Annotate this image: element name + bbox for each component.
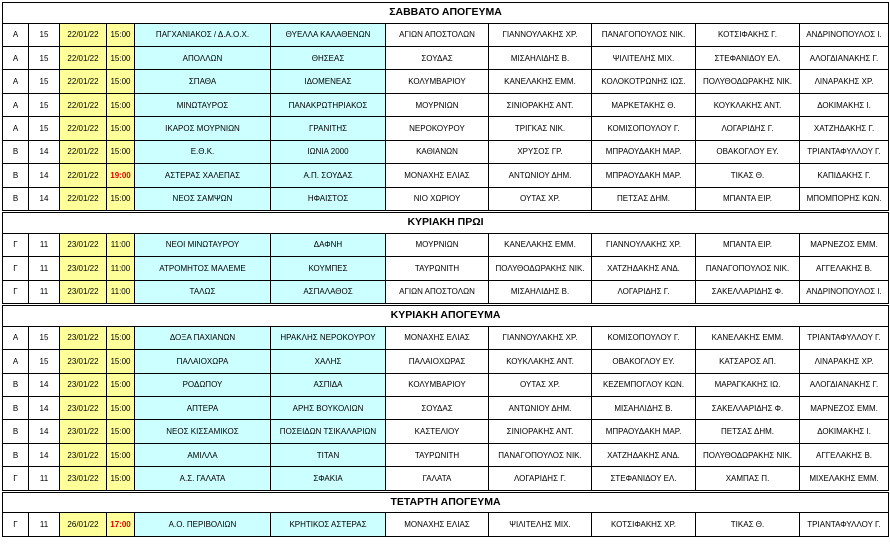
- time-cell: 17:00: [107, 513, 135, 536]
- match-row: [3, 187, 889, 210]
- match-row: [3, 70, 889, 93]
- match-row: [3, 373, 889, 396]
- category-cell: Α: [3, 23, 29, 46]
- category-cell: Α: [3, 350, 29, 373]
- away-team-cell: ΑΡΗΣ ΒΟΥΚΟΛΙΩΝ: [271, 397, 386, 420]
- assistant-2-cell: ΠΟΛΥΘΟΔΩΡΑΚΗΣ ΝΙΚ.: [696, 443, 800, 466]
- home-team-cell: ΡΟΔΩΠΟΥ: [135, 373, 271, 396]
- time-cell: 15:00: [107, 467, 135, 490]
- observer-cell: ΛΙΝΑΡΑΚΗΣ ΧΡ.: [800, 70, 889, 93]
- round-cell: 14: [29, 443, 60, 466]
- section-header: [3, 213, 889, 234]
- date-cell: 23/01/22: [60, 420, 107, 443]
- observer-cell: ΤΡΙΑΝΤΑΦΥΛΛΟΥ Γ.: [800, 140, 889, 163]
- observer-cell: ΔΟΚΙΜΑΚΗΣ Ι.: [800, 420, 889, 443]
- assistant-2-cell: ΧΑΜΠΑΣ Π.: [696, 467, 800, 490]
- away-team-cell: ΑΣΠΙΔΑ: [271, 373, 386, 396]
- round-cell: 15: [29, 326, 60, 349]
- assistant-1-cell: ΚΟΜΙΣΟΠΟΥΛΟΥ Γ.: [592, 326, 696, 349]
- away-team-cell: ΑΣΠΑΛΑΘΟΣ: [271, 280, 386, 303]
- round-cell: 15: [29, 23, 60, 46]
- assistant-2-cell: ΠΟΛΥΘΟΔΩΡΑΚΗΣ ΝΙΚ.: [696, 70, 800, 93]
- match-row: [3, 164, 889, 187]
- venue-cell: ΜΟΝΑΧΗΣ ΕΛΙΑΣ: [386, 164, 489, 187]
- home-team-cell: ΑΠΟΛΛΩΝ: [135, 46, 271, 69]
- match-row: [3, 280, 889, 303]
- date-cell: 23/01/22: [60, 233, 107, 256]
- venue-cell: ΚΑΣΤΕΛΙΟΥ: [386, 420, 489, 443]
- date-cell: 22/01/22: [60, 140, 107, 163]
- home-team-cell: ΝΕΟΙ ΜΙΝΩΤΑΥΡΟΥ: [135, 233, 271, 256]
- observer-cell: ΑΛΟΓΔΙΑΝΑΚΗΣ Γ.: [800, 373, 889, 396]
- home-team-cell: ΣΠΑΘΑ: [135, 70, 271, 93]
- home-team-cell: ΙΚΑΡΟΣ ΜΟΥΡΝΙΩΝ: [135, 117, 271, 140]
- time-cell: 15:00: [107, 326, 135, 349]
- time-cell: 15:00: [107, 187, 135, 210]
- round-cell: 14: [29, 164, 60, 187]
- observer-cell: ΑΛΟΓΔΙΑΝΑΚΗΣ Γ.: [800, 46, 889, 69]
- match-row: [3, 117, 889, 140]
- home-team-cell: Α.Σ. ΓΑΛΑΤΑ: [135, 467, 271, 490]
- assistant-2-cell: ΤΙΚΑΣ Θ.: [696, 164, 800, 187]
- category-cell: Γ: [3, 513, 29, 536]
- venue-cell: ΤΑΥΡΩΝΙΤΗ: [386, 443, 489, 466]
- match-row: [3, 93, 889, 116]
- category-cell: Β: [3, 397, 29, 420]
- category-cell: Γ: [3, 467, 29, 490]
- time-cell: 15:00: [107, 70, 135, 93]
- round-cell: 14: [29, 187, 60, 210]
- venue-cell: ΓΑΛΑΤΑ: [386, 467, 489, 490]
- match-row: [3, 326, 889, 349]
- round-cell: 14: [29, 420, 60, 443]
- venue-cell: ΣΟΥΔΑΣ: [386, 397, 489, 420]
- time-cell: 11:00: [107, 257, 135, 280]
- away-team-cell: ΚΟΥΜΠΕΣ: [271, 257, 386, 280]
- date-cell: 22/01/22: [60, 187, 107, 210]
- away-team-cell: ΔΑΦΝΗ: [271, 233, 386, 256]
- section-title: ΚΥΡΙΑΚΗ ΠΡΩΙ: [3, 213, 889, 234]
- category-cell: Β: [3, 420, 29, 443]
- away-team-cell: ΙΩΝΙΑ 2000: [271, 140, 386, 163]
- venue-cell: ΚΟΛΥΜΒΑΡΙΟΥ: [386, 70, 489, 93]
- category-cell: Α: [3, 93, 29, 116]
- schedule-table: [2, 2, 889, 537]
- date-cell: 23/01/22: [60, 397, 107, 420]
- category-cell: Α: [3, 326, 29, 349]
- venue-cell: ΑΓΙΩΝ ΑΠΟΣΤΟΛΩΝ: [386, 23, 489, 46]
- match-row: [3, 420, 889, 443]
- home-team-cell: ΔΟΞΑ ΠΑΧΙΑΝΩΝ: [135, 326, 271, 349]
- assistant-2-cell: ΟΒΑΚΟΓΛΟΥ ΕΥ.: [696, 140, 800, 163]
- referee-cell: ΣΙΝΙΟΡΑΚΗΣ ΑΝΤ.: [489, 420, 592, 443]
- match-row: [3, 233, 889, 256]
- assistant-1-cell: ΨΙΛΙΤΕΛΗΣ ΜΙΧ.: [592, 46, 696, 69]
- assistant-2-cell: ΤΙΚΑΣ Θ.: [696, 513, 800, 536]
- referee-cell: ΟΥΤΑΣ ΧΡ.: [489, 373, 592, 396]
- venue-cell: ΚΟΛΥΜΒΑΡΙΟΥ: [386, 373, 489, 396]
- date-cell: 23/01/22: [60, 350, 107, 373]
- time-cell: 15:00: [107, 93, 135, 116]
- time-cell: 15:00: [107, 46, 135, 69]
- referee-cell: ΜΙΣΑΗΛΙΔΗΣ Β.: [489, 46, 592, 69]
- home-team-cell: ΝΕΟΣ ΣΑΜΨΩΝ: [135, 187, 271, 210]
- round-cell: 11: [29, 467, 60, 490]
- match-row: [3, 257, 889, 280]
- observer-cell: ΧΑΤΖΗΔΑΚΗΣ Γ.: [800, 117, 889, 140]
- away-team-cell: ΙΔΟΜΕΝΕΑΣ: [271, 70, 386, 93]
- observer-cell: ΤΡΙΑΝΤΑΦΥΛΛΟΥ Γ.: [800, 513, 889, 536]
- time-cell: 15:00: [107, 443, 135, 466]
- round-cell: 15: [29, 46, 60, 69]
- observer-cell: ΜΠΟΜΠΟΡΗΣ ΚΩΝ.: [800, 187, 889, 210]
- away-team-cell: ΗΡΑΚΛΗΣ ΝΕΡΟΚΟΥΡΟΥ: [271, 326, 386, 349]
- home-team-cell: ΤΑΛΩΣ: [135, 280, 271, 303]
- referee-cell: ΚΑΝΕΛΑΚΗΣ ΕΜΜ.: [489, 70, 592, 93]
- match-row: [3, 350, 889, 373]
- date-cell: 22/01/22: [60, 117, 107, 140]
- match-row: [3, 467, 889, 490]
- observer-cell: ΛΙΝΑΡΑΚΗΣ ΧΡ.: [800, 350, 889, 373]
- date-cell: 26/01/22: [60, 513, 107, 536]
- assistant-2-cell: ΚΟΥΚΛΑΚΗΣ ΑΝΤ.: [696, 93, 800, 116]
- time-cell: 15:00: [107, 117, 135, 140]
- home-team-cell: Α.Ο. ΠΕΡΙΒΟΛΙΩΝ: [135, 513, 271, 536]
- assistant-1-cell: ΠΑΝΑΓΟΠΟΥΛΟΣ ΝΙΚ.: [592, 23, 696, 46]
- observer-cell: ΜΑΡΝΕΖΟΣ ΕΜΜ.: [800, 397, 889, 420]
- category-cell: Β: [3, 164, 29, 187]
- venue-cell: ΑΓΙΩΝ ΑΠΟΣΤΟΛΩΝ: [386, 280, 489, 303]
- round-cell: 15: [29, 350, 60, 373]
- home-team-cell: ΑΠΤΕΡΑ: [135, 397, 271, 420]
- referee-cell: ΚΑΝΕΛΑΚΗΣ ΕΜΜ.: [489, 233, 592, 256]
- section-title: ΣΑΒΒΑΤΟ ΑΠΟΓΕΥΜΑ: [3, 3, 889, 24]
- round-cell: 11: [29, 233, 60, 256]
- assistant-1-cell: ΧΑΤΖΗΔΑΚΗΣ ΑΝΔ.: [592, 443, 696, 466]
- venue-cell: ΤΑΥΡΩΝΙΤΗ: [386, 257, 489, 280]
- date-cell: 22/01/22: [60, 164, 107, 187]
- venue-cell: ΜΟΝΑΧΗΣ ΕΛΙΑΣ: [386, 326, 489, 349]
- section-title: ΚΥΡΙΑΚΗ ΑΠΟΓΕΥΜΑ: [3, 306, 889, 327]
- date-cell: 23/01/22: [60, 326, 107, 349]
- home-team-cell: Ε.Θ.Κ.: [135, 140, 271, 163]
- category-cell: Γ: [3, 280, 29, 303]
- schedule-body: [3, 3, 889, 537]
- round-cell: 14: [29, 373, 60, 396]
- venue-cell: ΜΟΝΑΧΗΣ ΕΛΙΑΣ: [386, 513, 489, 536]
- away-team-cell: ΘΥΕΛΛΑ ΚΑΛΑΘΕΝΩΝ: [271, 23, 386, 46]
- venue-cell: ΜΟΥΡΝΙΩΝ: [386, 233, 489, 256]
- home-team-cell: ΑΣΤΕΡΑΣ ΧΑΛΕΠΑΣ: [135, 164, 271, 187]
- observer-cell: ΚΑΠΙΔΑΚΗΣ Γ.: [800, 164, 889, 187]
- category-cell: Β: [3, 187, 29, 210]
- category-cell: Α: [3, 46, 29, 69]
- away-team-cell: ΣΦΑΚΙΑ: [271, 467, 386, 490]
- date-cell: 23/01/22: [60, 373, 107, 396]
- away-team-cell: ΤΙΤΑΝ: [271, 443, 386, 466]
- venue-cell: ΜΟΥΡΝΙΩΝ: [386, 93, 489, 116]
- referee-cell: ΨΙΛΙΤΕΛΗΣ ΜΙΧ.: [489, 513, 592, 536]
- round-cell: 15: [29, 93, 60, 116]
- referee-cell: ΜΙΣΑΗΛΙΔΗΣ Β.: [489, 280, 592, 303]
- assistant-1-cell: ΜΠΡΑΟΥΔΑΚΗ ΜΑΡ.: [592, 420, 696, 443]
- assistant-1-cell: ΓΙΑΝΝΟΥΛΑΚΗΣ ΧΡ.: [592, 233, 696, 256]
- referee-cell: ΤΡΙΓΚΑΣ ΝΙΚ.: [489, 117, 592, 140]
- date-cell: 22/01/22: [60, 70, 107, 93]
- assistant-1-cell: ΛΟΓΑΡΙΔΗΣ Γ.: [592, 280, 696, 303]
- match-row: [3, 397, 889, 420]
- referee-cell: ΠΑΝΑΓΟΠΟΥΛΟΣ ΝΙΚ.: [489, 443, 592, 466]
- match-row: [3, 513, 889, 536]
- category-cell: Α: [3, 117, 29, 140]
- match-row: [3, 443, 889, 466]
- round-cell: 15: [29, 70, 60, 93]
- date-cell: 23/01/22: [60, 443, 107, 466]
- assistant-2-cell: ΛΟΓΑΡΙΔΗΣ Γ.: [696, 117, 800, 140]
- assistant-1-cell: ΣΤΕΦΑΝΙΔΟΥ ΕΛ.: [592, 467, 696, 490]
- assistant-2-cell: ΚΟΤΣΙΦΑΚΗΣ Γ.: [696, 23, 800, 46]
- date-cell: 23/01/22: [60, 257, 107, 280]
- referee-cell: ΧΡΥΣΟΣ ΓΡ.: [489, 140, 592, 163]
- home-team-cell: ΠΑΓΧΑΝΙΑΚΟΣ / Δ.Α.Ο.Χ.: [135, 23, 271, 46]
- assistant-1-cell: ΚΟΛΟΚΟΤΡΩΝΗΣ ΙΩΣ.: [592, 70, 696, 93]
- assistant-2-cell: ΜΠΑΝΤΑ ΕΙΡ.: [696, 233, 800, 256]
- assistant-2-cell: ΣΤΕΦΑΝΙΔΟΥ ΕΛ.: [696, 46, 800, 69]
- observer-cell: ΑΓΓΕΛΑΚΗΣ Β.: [800, 443, 889, 466]
- assistant-2-cell: ΠΕΤΣΑΣ ΔΗΜ.: [696, 420, 800, 443]
- referee-cell: ΣΙΝΙΟΡΑΚΗΣ ΑΝΤ.: [489, 93, 592, 116]
- referee-cell: ΑΝΤΩΝΙΟΥ ΔΗΜ.: [489, 397, 592, 420]
- observer-cell: ΑΝΔΡΙΝΟΠΟΥΛΟΣ Ι.: [800, 280, 889, 303]
- round-cell: 14: [29, 140, 60, 163]
- venue-cell: ΣΟΥΔΑΣ: [386, 46, 489, 69]
- match-row: [3, 140, 889, 163]
- date-cell: 22/01/22: [60, 93, 107, 116]
- away-team-cell: ΠΟΣΕΙΔΩΝ ΤΣΙΚΑΛΑΡΙΩΝ: [271, 420, 386, 443]
- referee-cell: ΟΥΤΑΣ ΧΡ.: [489, 187, 592, 210]
- assistant-2-cell: ΣΑΚΕΛΛΑΡΙΔΗΣ Φ.: [696, 280, 800, 303]
- assistant-1-cell: ΚΕΖΕΜΠΟΓΛΟΥ ΚΩΝ.: [592, 373, 696, 396]
- time-cell: 15:00: [107, 420, 135, 443]
- referee-cell: ΑΝΤΩΝΙΟΥ ΔΗΜ.: [489, 164, 592, 187]
- referee-cell: ΓΙΑΝΝΟΥΛΑΚΗΣ ΧΡ.: [489, 23, 592, 46]
- category-cell: Γ: [3, 233, 29, 256]
- section-title: ΤΕΤΑΡΤΗ ΑΠΟΓΕΥΜΑ: [3, 492, 889, 513]
- home-team-cell: ΜΙΝΩΤΑΥΡΟΣ: [135, 93, 271, 116]
- referee-cell: ΓΙΑΝΝΟΥΛΑΚΗΣ ΧΡ.: [489, 326, 592, 349]
- venue-cell: ΝΕΡΟΚΟΥΡΟΥ: [386, 117, 489, 140]
- round-cell: 11: [29, 280, 60, 303]
- category-cell: Α: [3, 70, 29, 93]
- time-cell: 15:00: [107, 373, 135, 396]
- observer-cell: ΤΡΙΑΝΤΑΦΥΛΛΟΥ Γ.: [800, 326, 889, 349]
- away-team-cell: ΚΡΗΤΙΚΟΣ ΑΣΤΕΡΑΣ: [271, 513, 386, 536]
- round-cell: 11: [29, 257, 60, 280]
- assistant-2-cell: ΣΑΚΕΛΛΑΡΙΔΗΣ Φ.: [696, 397, 800, 420]
- away-team-cell: ΗΦΑΙΣΤΟΣ: [271, 187, 386, 210]
- home-team-cell: ΝΕΟΣ ΚΙΣΣΑΜΙΚΟΣ: [135, 420, 271, 443]
- assistant-1-cell: ΠΕΤΣΑΣ ΔΗΜ.: [592, 187, 696, 210]
- assistant-1-cell: ΟΒΑΚΟΓΛΟΥ ΕΥ.: [592, 350, 696, 373]
- observer-cell: ΑΝΔΡΙΝΟΠΟΥΛΟΣ Ι.: [800, 23, 889, 46]
- date-cell: 22/01/22: [60, 46, 107, 69]
- venue-cell: ΝΙΟ ΧΩΡΙΟΥ: [386, 187, 489, 210]
- home-team-cell: ΑΜΙΛΛΑ: [135, 443, 271, 466]
- referee-cell: ΠΟΛΥΘΟΔΩΡΑΚΗΣ ΝΙΚ.: [489, 257, 592, 280]
- assistant-1-cell: ΜΠΡΑΟΥΔΑΚΗ ΜΑΡ.: [592, 164, 696, 187]
- venue-cell: ΚΑΘΙΑΝΩΝ: [386, 140, 489, 163]
- venue-cell: ΠΑΛΑΙΟΧΩΡΑΣ: [386, 350, 489, 373]
- time-cell: 15:00: [107, 140, 135, 163]
- away-team-cell: ΘΗΣΕΑΣ: [271, 46, 386, 69]
- home-team-cell: ΑΤΡΟΜΗΤΟΣ ΜΑΛΕΜΕ: [135, 257, 271, 280]
- round-cell: 15: [29, 117, 60, 140]
- date-cell: 23/01/22: [60, 280, 107, 303]
- referee-cell: ΚΟΥΚΛΑΚΗΣ ΑΝΤ.: [489, 350, 592, 373]
- round-cell: 14: [29, 397, 60, 420]
- time-cell: 19:00: [107, 164, 135, 187]
- away-team-cell: ΧΑΛΗΣ: [271, 350, 386, 373]
- home-team-cell: ΠΑΛΑΙΟΧΩΡΑ: [135, 350, 271, 373]
- round-cell: 11: [29, 513, 60, 536]
- assistant-1-cell: ΜΙΣΑΗΛΙΔΗΣ Β.: [592, 397, 696, 420]
- observer-cell: ΑΓΓΕΛΑΚΗΣ Β.: [800, 257, 889, 280]
- assistant-2-cell: ΜΑΡΑΓΚΑΚΗΣ ΙΩ.: [696, 373, 800, 396]
- away-team-cell: Α.Π. ΣΟΥΔΑΣ: [271, 164, 386, 187]
- section-header: [3, 306, 889, 327]
- assistant-2-cell: ΜΠΑΝΤΑ ΕΙΡ.: [696, 187, 800, 210]
- assistant-1-cell: ΜΠΡΑΟΥΔΑΚΗ ΜΑΡ.: [592, 140, 696, 163]
- observer-cell: ΔΟΚΙΜΑΚΗΣ Ι.: [800, 93, 889, 116]
- assistant-1-cell: ΚΟΜΙΣΟΠΟΥΛΟΥ Γ.: [592, 117, 696, 140]
- observer-cell: ΜΑΡΝΕΖΟΣ ΕΜΜ.: [800, 233, 889, 256]
- match-row: [3, 46, 889, 69]
- assistant-2-cell: ΠΑΝΑΓΟΠΟΥΛΟΣ ΝΙΚ.: [696, 257, 800, 280]
- category-cell: Β: [3, 373, 29, 396]
- category-cell: Β: [3, 140, 29, 163]
- section-header: [3, 492, 889, 513]
- referee-cell: ΛΟΓΑΡΙΔΗΣ Γ.: [489, 467, 592, 490]
- assistant-1-cell: ΧΑΤΖΗΔΑΚΗΣ ΑΝΔ.: [592, 257, 696, 280]
- assistant-2-cell: ΚΑΝΕΛΑΚΗΣ ΕΜΜ.: [696, 326, 800, 349]
- time-cell: 15:00: [107, 350, 135, 373]
- category-cell: Β: [3, 443, 29, 466]
- date-cell: 23/01/22: [60, 467, 107, 490]
- time-cell: 11:00: [107, 233, 135, 256]
- category-cell: Γ: [3, 257, 29, 280]
- assistant-1-cell: ΜΑΡΚΕΤΑΚΗΣ Θ.: [592, 93, 696, 116]
- match-row: [3, 23, 889, 46]
- assistant-1-cell: ΚΟΤΣΙΦΑΚΗΣ ΧΡ.: [592, 513, 696, 536]
- date-cell: 22/01/22: [60, 23, 107, 46]
- away-team-cell: ΓΡΑΝΙΤΗΣ: [271, 117, 386, 140]
- time-cell: 15:00: [107, 397, 135, 420]
- away-team-cell: ΠΑΝΑΚΡΩΤΗΡΙΑΚΟΣ: [271, 93, 386, 116]
- time-cell: 15:00: [107, 23, 135, 46]
- time-cell: 11:00: [107, 280, 135, 303]
- observer-cell: ΜΙΧΕΛΑΚΗΣ ΕΜΜ.: [800, 467, 889, 490]
- assistant-2-cell: ΚΑΤΣΑΡΟΣ ΑΠ.: [696, 350, 800, 373]
- section-header: [3, 3, 889, 24]
